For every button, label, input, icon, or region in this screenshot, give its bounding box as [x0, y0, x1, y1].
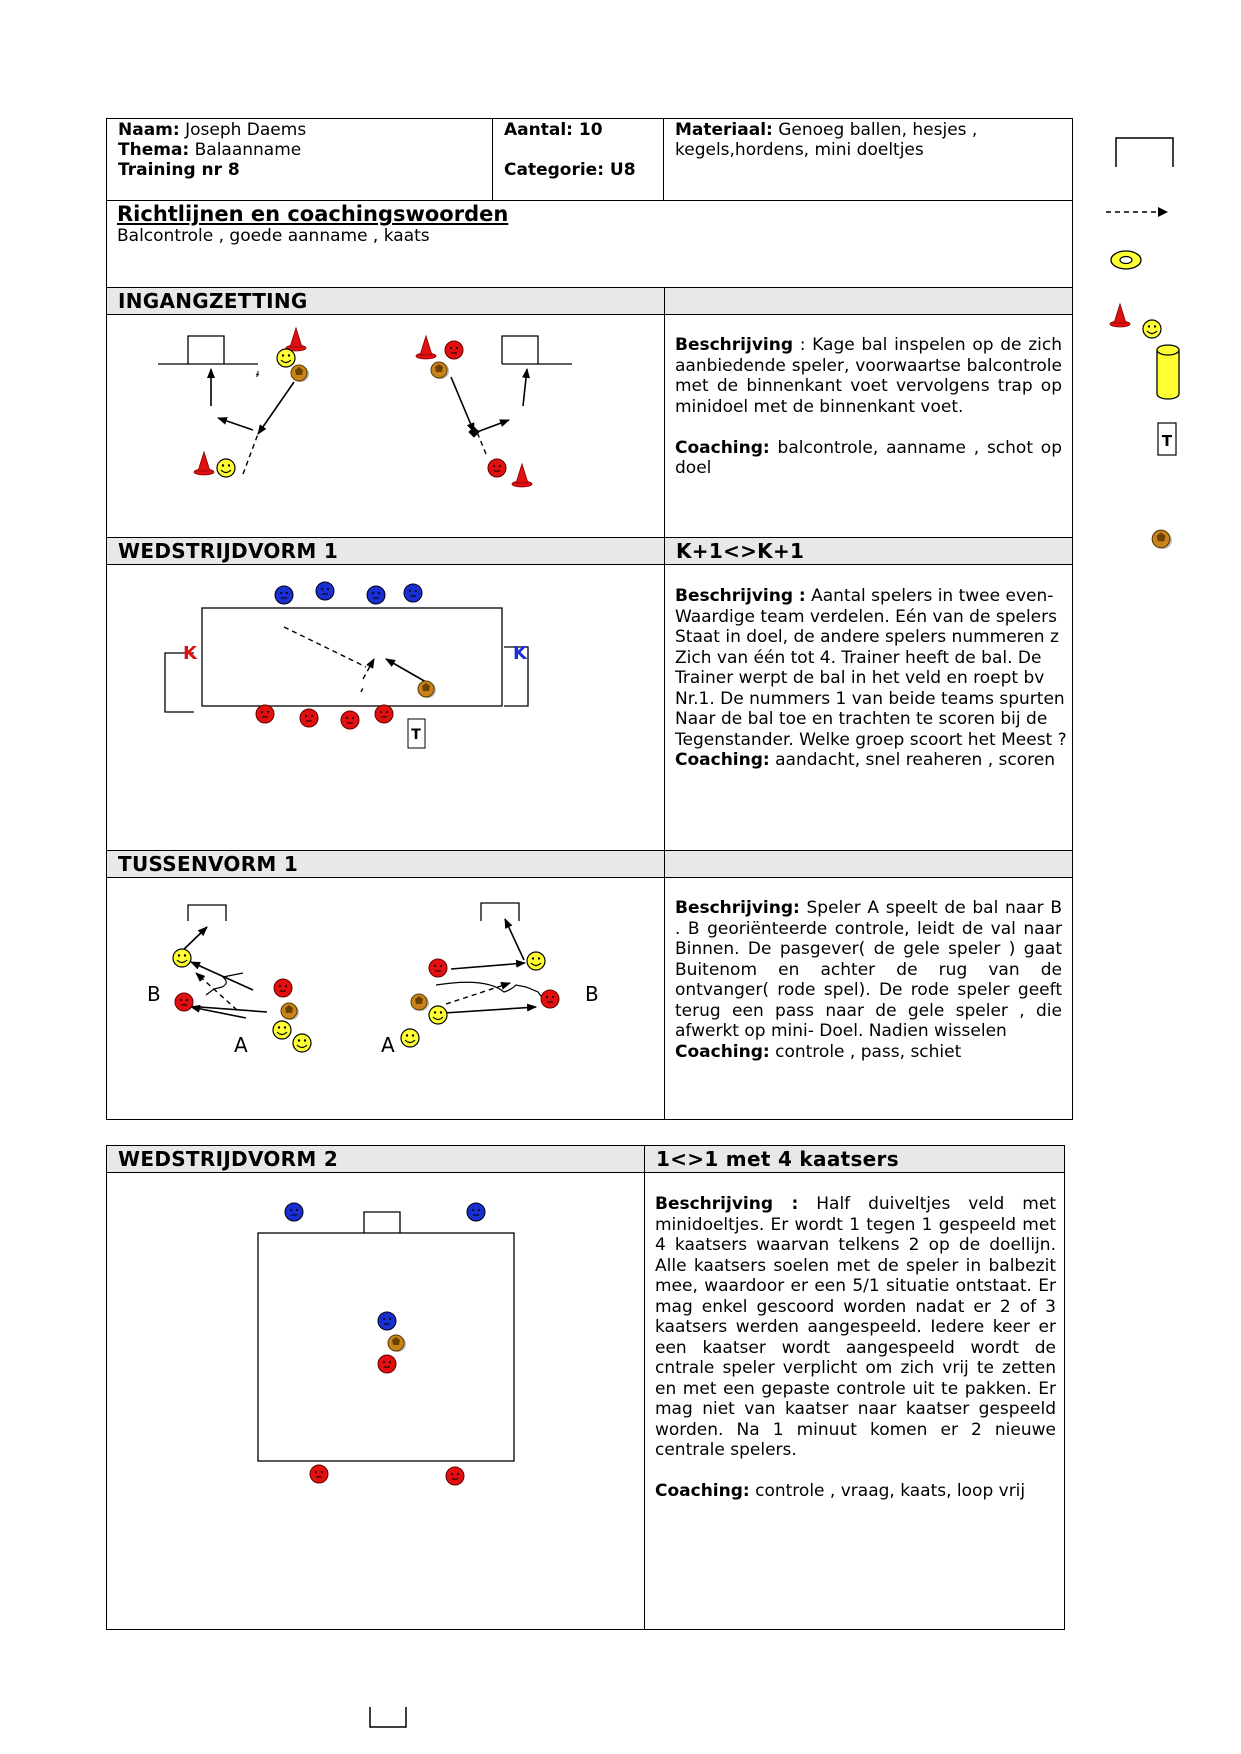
training-label: Training nr 8	[118, 160, 240, 180]
goal-icon	[1110, 135, 1180, 171]
section-tv1-header-right	[664, 850, 1073, 878]
wv2-description: Beschrijving : Half duiveltjes veld met minidoeltjes. Er wordt 1 tegen 1 gespeeld met 4 kaatsers waarvan telkens 2 op de doellijn. Alle kaatsers soelen met de speler in balbezit mee, waardoor er een 5/1 situatie ontstaat. Er mag enkel gescoord worden nadat er 2 of 3 kaatsers werden aangespeeld. Iedere keer er een kaatser wordt aangespeeld wordt de cntrale speler verplicht om zich vrij te zetten en met een gepaste controle uit te pakken. Er mag niet van kaatser naar kaatser gespeeld worden. Na 1 minuut komen er 2 nieuwe centrale spelers. Coaching: controle , vraag, kaats, loop vrij	[655, 1194, 1056, 1501]
section-wv1-header-right: K+1<>K+1	[664, 537, 1073, 565]
naam-label: Naam:	[118, 120, 180, 140]
section-wv1-header: WEDSTRIJDVORM 1	[106, 537, 665, 565]
section-wv2-header: WEDSTRIJDVORM 2	[106, 1145, 645, 1173]
svg-text:T: T	[1161, 432, 1173, 450]
ring-icon	[1108, 248, 1148, 272]
wv1-description: Beschrijving : Aantal spelers in twee even-Waardige team verdelen. Eén van de spelers Staat in doel, de andere spelers nummeren z Zich van één tot 4. Trainer heeft de bal. De Trainer werpt de bal in het veld en roept bv Nr.1. De nummers 1 van beide teams spurten Naar de bal toe en trachten te scoren bij de Tegenstander. Welke groep scoort het Meest ? Coaching: aandacht, snel reaheren , scoren	[675, 586, 1067, 770]
svg-text:T: T	[411, 727, 421, 743]
section-wv2-header-right: 1<>1 met 4 kaatsers	[644, 1145, 1065, 1173]
section-tv1-header: TUSSENVORM 1	[106, 850, 665, 878]
materiaal-value: Genoeg ballen, hesjes , kegels,hordens, mini doeltjes	[675, 120, 978, 160]
categorie-label: Categorie: U8	[504, 160, 636, 180]
tv1-label-a-left: A	[234, 1033, 248, 1057]
header-material-cell	[664, 119, 1073, 161]
ingang-diagram	[106, 314, 665, 538]
tv1-label-a-right: A	[381, 1033, 395, 1057]
section-ingang-header-right	[664, 287, 1073, 315]
guidelines-title: Richtlijnen en coachingswoorden	[117, 202, 509, 226]
aantal-label: Aantal: 10	[504, 120, 603, 140]
tv1-label-b-right: B	[585, 982, 599, 1006]
trainer-icon	[1156, 421, 1180, 459]
wv1-diagram	[106, 564, 665, 851]
hurdle-icon	[1152, 342, 1186, 406]
materiaal-label: Materiaal:	[675, 120, 773, 140]
ball-icon	[1150, 528, 1174, 552]
tv1-description: Beschrijving: Speler A speelt de bal naar B . B georiënteerde controle, leidt de val naar Binnen. De pasgever( de gele speler ) gaat Buitenom en achter de rug van de ontvanger( rode spel). De rode speler geeft terug een pass naar de gele speler , die afwerkt op mini- Doel. Nadien wisselen Coaching: controle , pass, schiet	[675, 898, 1062, 1062]
pass-arrow-icon	[1102, 204, 1172, 220]
header-count-cell	[493, 119, 663, 181]
wv1-label-k-left: K	[183, 643, 197, 664]
thema-value: Balaanname	[194, 140, 302, 160]
player-icon	[1142, 319, 1164, 341]
header-name-cell	[107, 119, 492, 181]
guidelines-text: Balcontrole , goede aanname , kaats	[117, 226, 430, 246]
tv1-label-b-left: B	[147, 982, 161, 1006]
naam-value: Joseph Daems	[185, 120, 307, 140]
wv2-diagram	[106, 1172, 645, 1630]
bottom-goal-icon	[366, 1705, 410, 1731]
section-ingang-header: INGANGZETTING	[106, 287, 665, 315]
wv1-label-k-right: K	[513, 643, 527, 664]
thema-label: Thema:	[118, 140, 190, 160]
ingang-description: Beschrijving : Kage bal inspelen op de zich aanbiedende speler, voorwaartse balcontrole met de binnenkant voet vervolgens trap op minidoel met de binnenkant voet. Coaching: balcontrole, aanname , schot op doel	[675, 335, 1062, 478]
cone-icon	[1108, 302, 1134, 332]
tv1-diagram	[106, 877, 665, 1120]
